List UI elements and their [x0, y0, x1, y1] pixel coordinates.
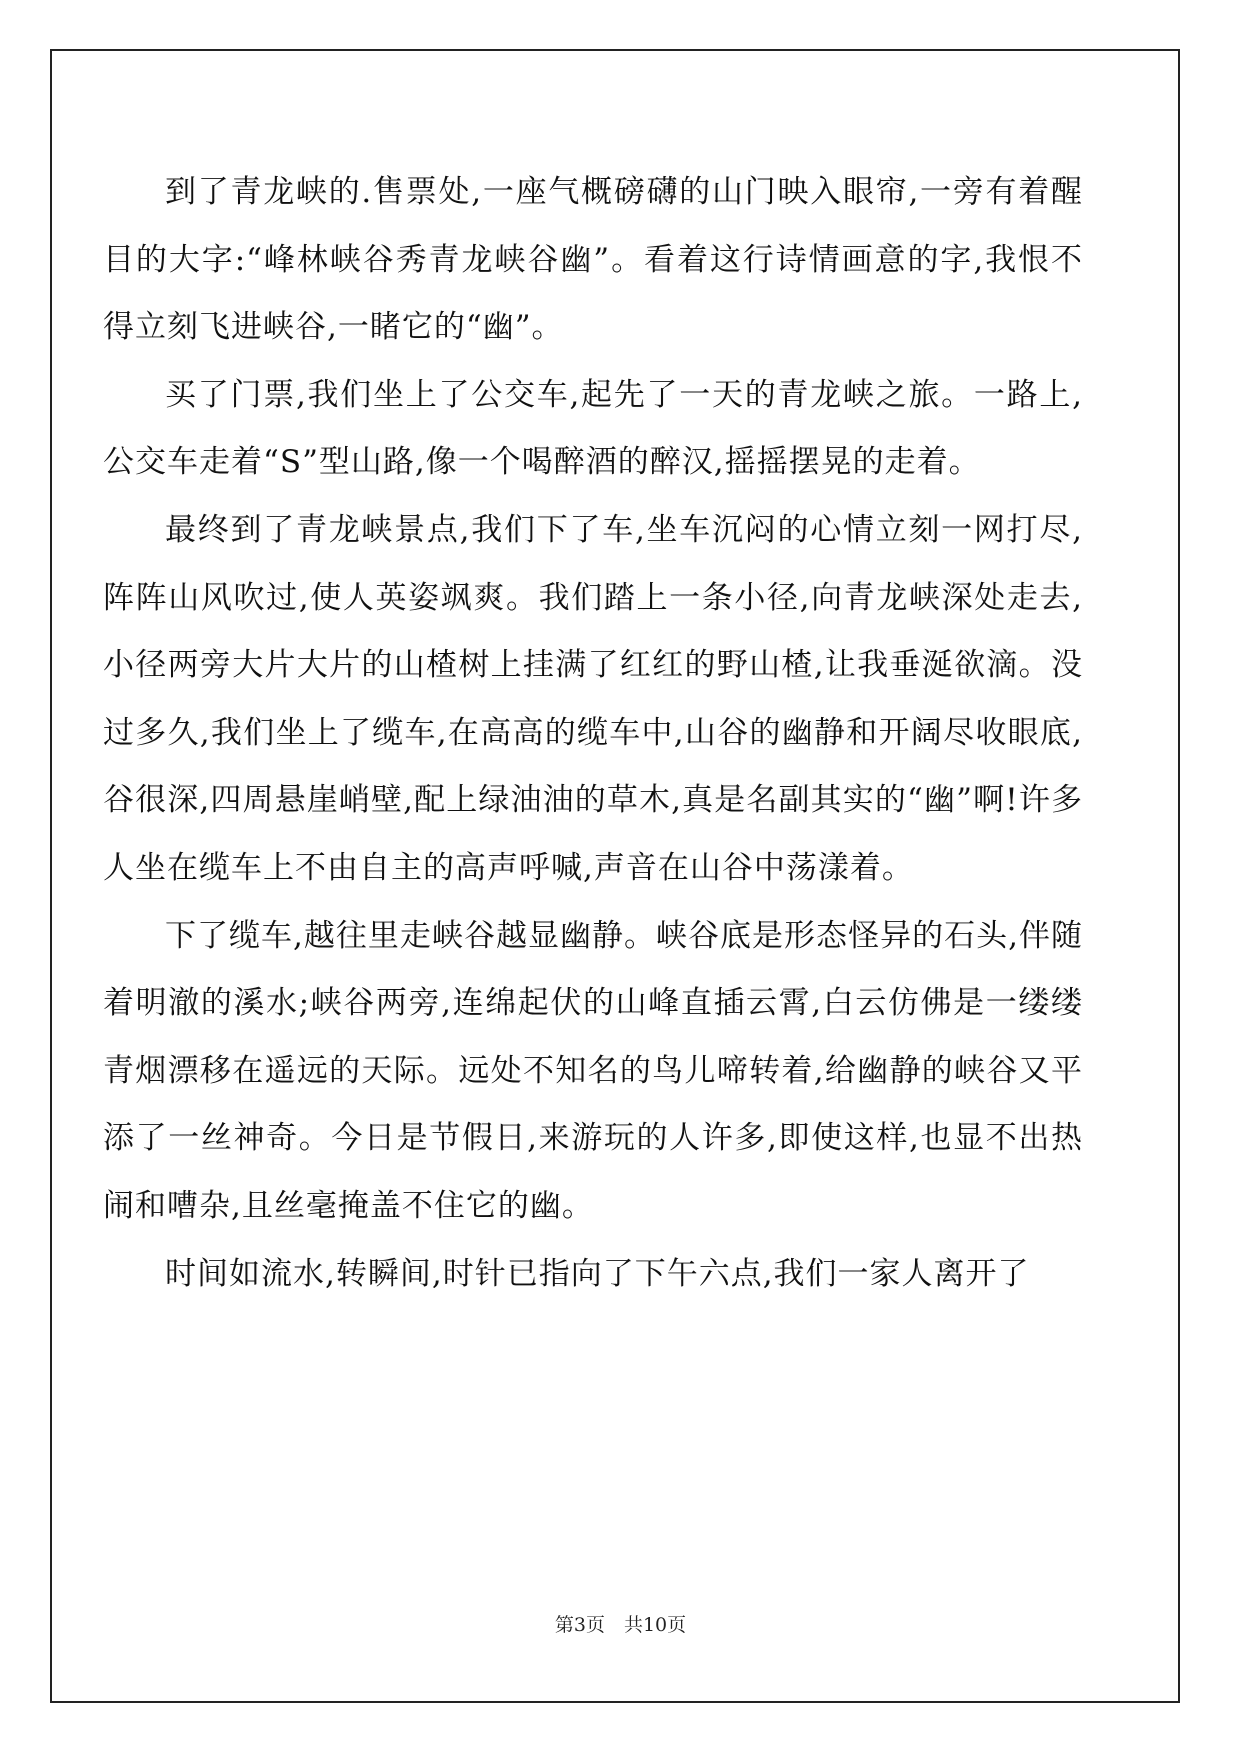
page-number-footer: 第3页 共10页 — [554, 1614, 687, 1636]
paragraph-5: 时间如流水,转瞬间,时针已指向了下午六点,我们一家人离开了 — [165, 1255, 1030, 1292]
document-body — [103, 159, 1083, 1308]
paragraph-3: 最终到了青龙峡景点,我们下了车,坐车沉闷的心情立刻一网打尽,阵阵山风吹过,使人英姿飒爽。我们踏上一条小径,向青龙峡深处走去,小径两旁大片大片的山楂树上挂满了红红的野山楂,让我垂涎欲滴。没过多久,我们坐上了缆车,在高高的缆车中,山谷的幽静和开阔尽收眼底,谷很深,四周悬崖峭壁,配上绿油油的草木,真是名副其实的“幽”啊!许多人坐在缆车上不由自主的高声呼喊,声音在山谷中荡漾着。 — [103, 511, 1083, 886]
paragraph-1: 到了青龙峡的.售票处,一座气概磅礴的山门映入眼帘,一旁有着醒目的大字:“峰林峡谷秀青龙峡谷幽”。看着这行诗情画意的字,我恨不得立刻飞进峡谷,一睹它的“幽”。 — [103, 174, 1083, 346]
paragraph-2: 买了门票,我们坐上了公交车,起先了一天的青龙峡之旅。一路上,公交车走着“S”型山路,像一个喝醉酒的醉汉,摇摇摆晃的走着。 — [103, 376, 1083, 481]
paragraph-4: 下了缆车,越往里走峡谷越显幽静。峡谷底是形态怪异的石头,伴随着明澈的溪水;峡谷两旁,连绵起伏的山峰直插云霄,白云仿佛是一缕缕青烟漂移在遥远的天际。远处不知名的鸟儿啼转着,给幽静的峡谷又平添了一丝神奇。今日是节假日,来游玩的人许多,即使这样,也显不出热闹和嘈杂,且丝毫掩盖不住它的幽。 — [103, 917, 1083, 1224]
